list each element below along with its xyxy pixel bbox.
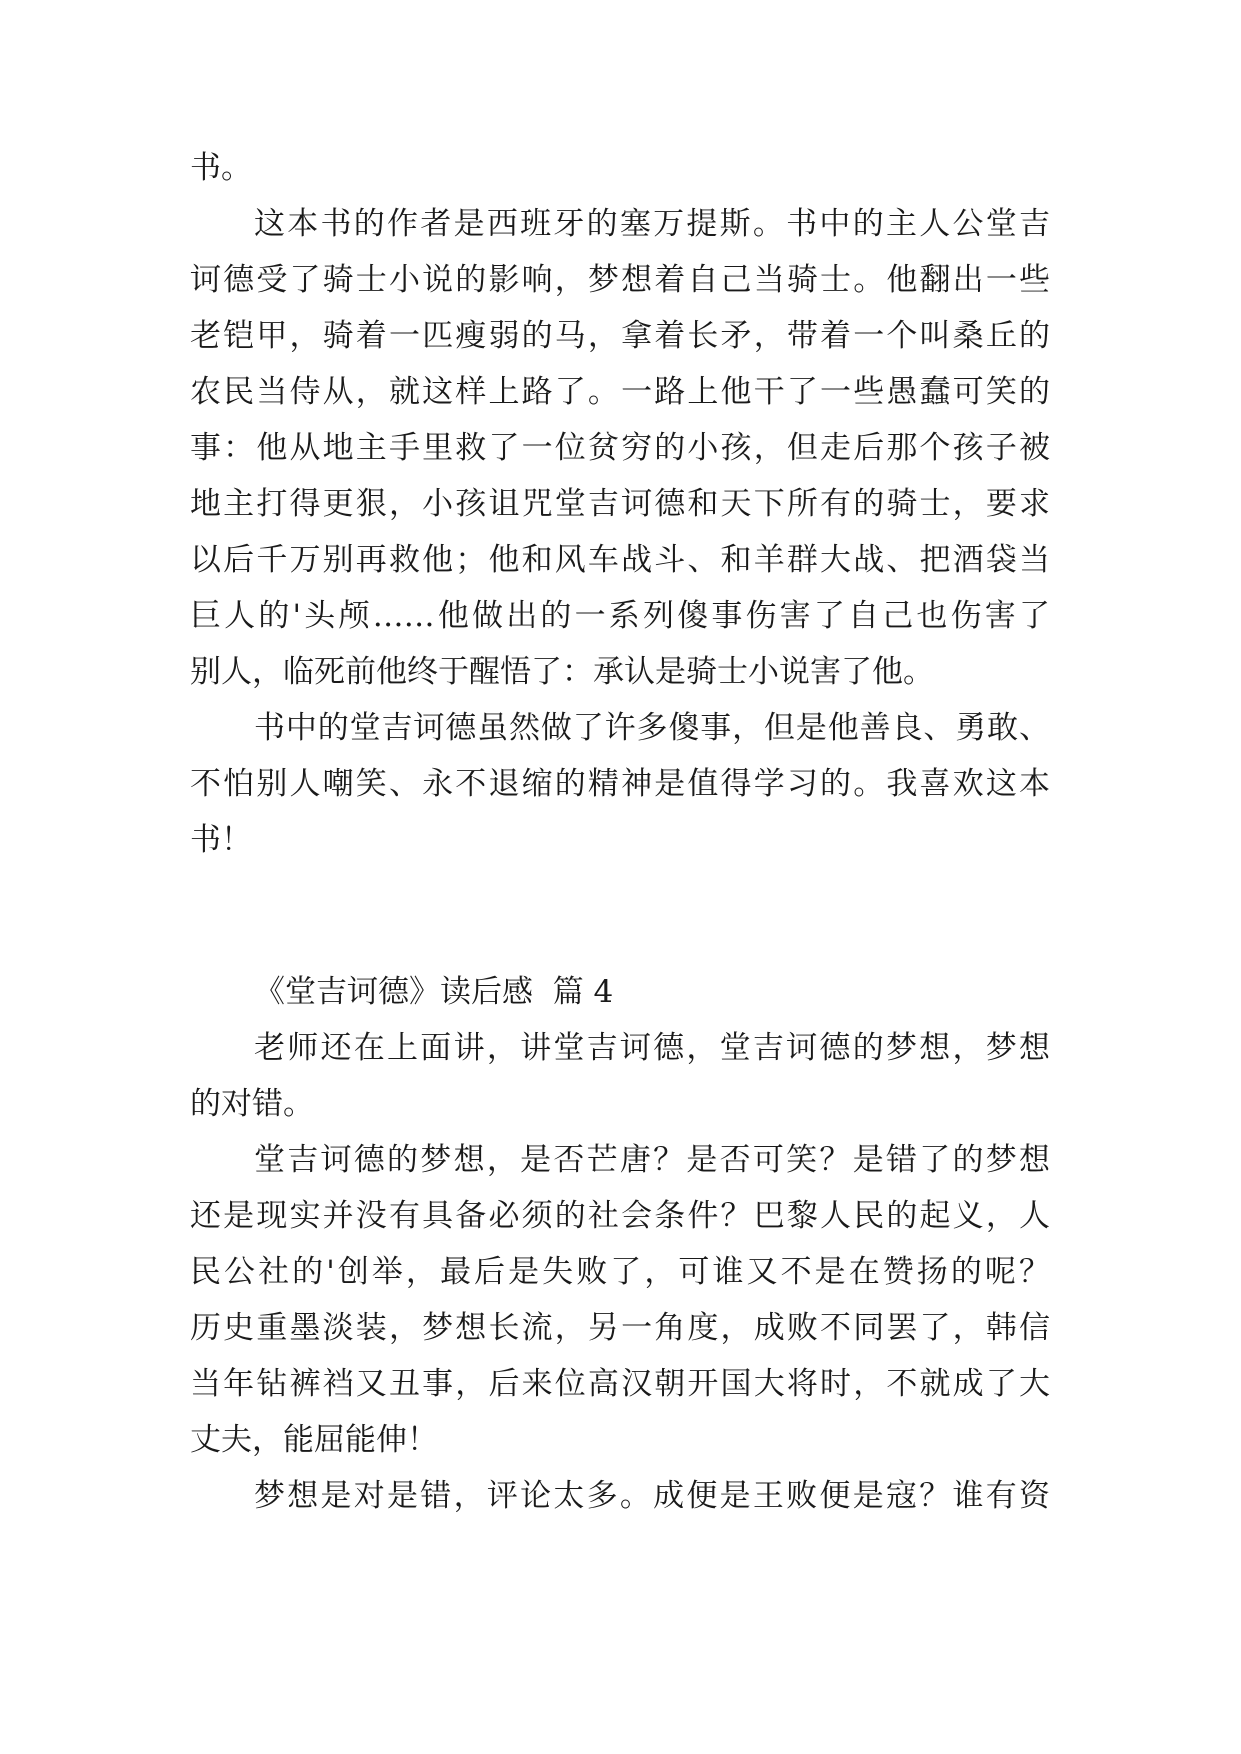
text-line: 书。 — [190, 150, 252, 186]
text-line: 别人，临死前他终于醒悟了：承认是骑士小说害了他。 — [190, 654, 934, 690]
text-line: 书！ — [190, 822, 252, 858]
text-line: 书中的堂吉诃德虽然做了许多傻事，但是他善良、勇敢、 — [254, 710, 1050, 746]
text-line: 丈夫，能屈能伸！ — [190, 1422, 438, 1458]
text-line: 以后千万别再救他；他和风车战斗、和羊群大战、把酒袋当 — [190, 542, 1050, 578]
text-line: 农民当侍从，就这样上路了。一路上他干了一些愚蠢可笑的 — [190, 374, 1050, 410]
text-line: 事：他从地主手里救了一位贫穷的小孩，但走后那个孩子被 — [190, 430, 1050, 466]
text-line: 梦想是对是错，评论太多。成便是王败便是寇？谁有资 — [254, 1478, 1050, 1514]
text-line: 地主打得更狠，小孩诅咒堂吉诃德和天下所有的骑士，要求 — [190, 486, 1050, 522]
text-line: 诃德受了骑士小说的影响，梦想着自己当骑士。他翻出一些 — [190, 262, 1050, 298]
section-heading: 《堂吉诃德》读后感 篇 4 — [254, 974, 614, 1010]
text-line: 民公社的'创举，最后是失败了，可谁又不是在赞扬的呢？ — [190, 1254, 1050, 1290]
text-line: 老师还在上面讲，讲堂吉诃德，堂吉诃德的梦想，梦想 — [254, 1030, 1050, 1066]
text-line: 的对错。 — [190, 1086, 314, 1122]
text-line: 还是现实并没有具备必须的社会条件？巴黎人民的起义，人 — [190, 1198, 1050, 1234]
text-line: 历史重墨淡装，梦想长流，另一角度，成败不同罢了，韩信 — [190, 1310, 1050, 1346]
text-line: 当年钻裤裆又丑事，后来位高汉朝开国大将时，不就成了大 — [190, 1366, 1050, 1402]
text-line: 老铠甲，骑着一匹瘦弱的马，拿着长矛，带着一个叫桑丘的 — [190, 318, 1050, 354]
text-line: 这本书的作者是西班牙的塞万提斯。书中的主人公堂吉 — [254, 206, 1050, 242]
text-line: 堂吉诃德的梦想，是否芒唐？是否可笑？是错了的梦想 — [254, 1142, 1050, 1178]
text-line: 巨人的'头颅……他做出的一系列傻事伤害了自己也伤害了 — [190, 598, 1050, 634]
text-line: 不怕别人嘲笑、永不退缩的精神是值得学习的。我喜欢这本 — [190, 766, 1050, 802]
